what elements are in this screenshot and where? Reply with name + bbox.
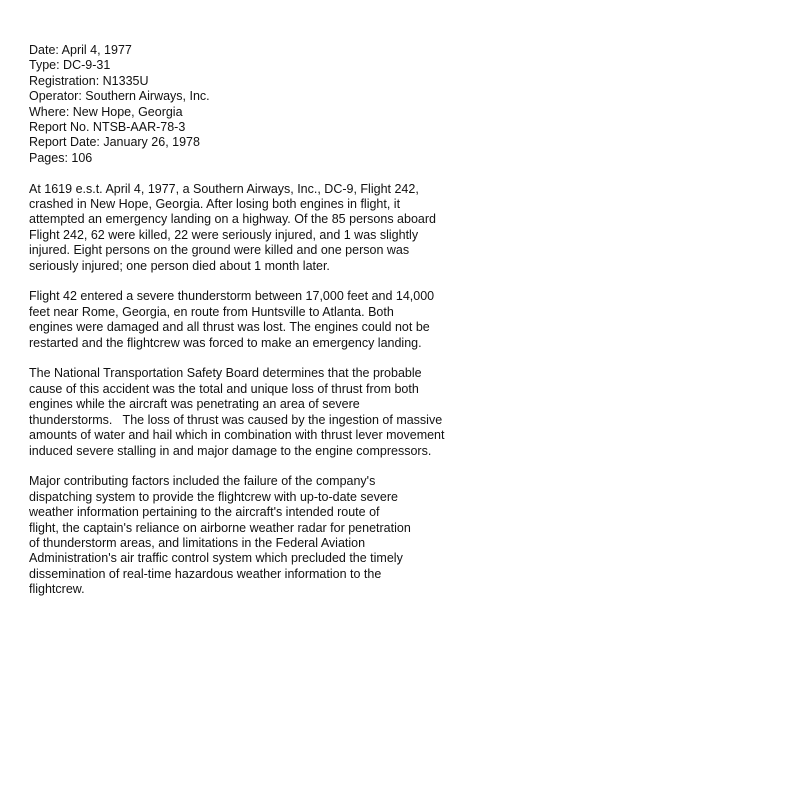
metadata-registration: Registration: N1335U [29, 73, 149, 88]
metadata-type: Type: DC-9-31 [29, 58, 111, 73]
text-line: The National Transportation Safety Board determines that the probable [29, 366, 422, 381]
report-summary-document [29, 43, 489, 613]
text-line: engines while the aircraft was penetrating an area of severe [29, 397, 360, 412]
paragraph-flight-events [29, 289, 489, 351]
paragraph-accident-summary [29, 182, 489, 274]
text-line: injured. Eight persons on the ground were killed and one person was [29, 243, 410, 258]
text-line: feet near Rome, Georgia, en route from Huntsville to Atlanta. Both [29, 304, 394, 319]
text-line: cause of this accident was the total and unique loss of thrust from both [29, 381, 419, 396]
text-line: attempted an emergency landing on a highway. Of the 85 persons aboard [29, 212, 436, 227]
text-line: restarted and the flightcrew was forced to make an emergency landing. [29, 335, 422, 350]
metadata-location: Where: New Hope, Georgia [29, 104, 183, 119]
text-line: seriously injured; one person died about 1 month later. [29, 258, 330, 273]
metadata-operator: Operator: Southern Airways, Inc. [29, 89, 210, 104]
text-line: Flight 242, 62 were killed, 22 were seriously injured, and 1 was slightly [29, 227, 419, 242]
text-line: amounts of water and hail which in combination with thrust lever movement [29, 428, 445, 443]
text-line: At 1619 e.s.t. April 4, 1977, a Southern Airways, Inc., DC-9, Flight 242, [29, 181, 419, 196]
text-line: dissemination of real-time hazardous weather information to the [29, 566, 382, 581]
text-line: of thunderstorm areas, and limitations in the Federal Aviation [29, 535, 366, 550]
metadata-report-number: Report No. NTSB-AAR-78-3 [29, 120, 186, 135]
metadata-date: Date: April 4, 1977 [29, 43, 132, 57]
report-metadata [29, 43, 489, 166]
text-line: engines were damaged and all thrust was lost. The engines could not be [29, 320, 430, 335]
text-line: Major contributing factors included the failure of the company's [29, 474, 376, 489]
text-line: weather information pertaining to the aircraft's intended route of [29, 505, 380, 520]
text-line: Administration's air traffic control system which precluded the timely [29, 551, 403, 566]
text-line: flight, the captain's reliance on airborne weather radar for penetration [29, 520, 411, 535]
text-line: Flight 42 entered a severe thunderstorm between 17,000 feet and 14,000 [29, 289, 435, 304]
paragraph-probable-cause [29, 366, 489, 458]
text-line: thunderstorms. The loss of thrust was caused by the ingestion of massive [29, 412, 443, 427]
metadata-pages: Pages: 106 [29, 150, 93, 165]
text-line: flightcrew. [29, 582, 85, 597]
text-line: induced severe stalling in and major damage to the engine compressors. [29, 443, 432, 458]
text-line: crashed in New Hope, Georgia. After losing both engines in flight, it [29, 197, 401, 212]
text-line: dispatching system to provide the flightcrew with up-to-date severe [29, 489, 398, 504]
metadata-report-date: Report Date: January 26, 1978 [29, 135, 200, 150]
paragraph-contributing-factors [29, 474, 489, 597]
